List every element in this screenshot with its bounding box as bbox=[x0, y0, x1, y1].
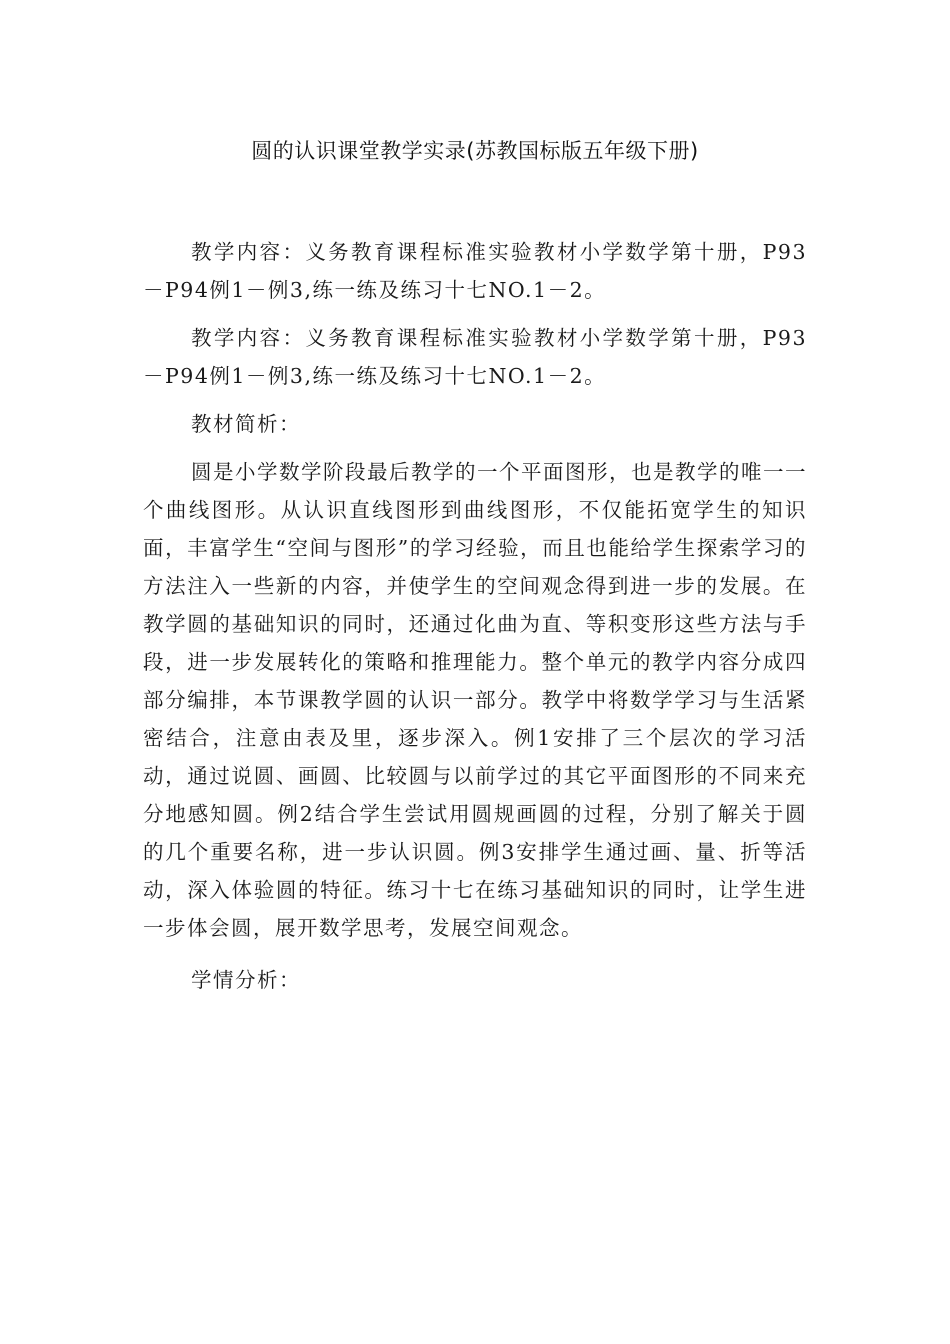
paragraph-textbook-analysis: 圆是小学数学阶段最后教学的一个平面图形，也是教学的唯一一个曲线图形。从认识直线图形到曲线图形，不仅能拓宽学生的知识面，丰富学生“空间与图形”的学习经验，而且也能给学生探索学习的方法注入一些新的内容，并使学生的空间观念得到进一步的发展。在教学圆的基础知识的同时，还通过化曲为直、等积变形这些方法与手段，进一步发展转化的策略和推理能力。整个单元的教学内容分成四部分编排，本节课教学圆的认识一部分。教学中将数学学习与生活紧密结合，注意由表及里，逐步深入。例1安排了三个层次的学习活动，通过说圆、画圆、比较圆与以前学过的其它平面图形的不同来充分地感知圆。例2结合学生尝试用圆规画圆的过程，分别了解关于圆的几个重要名称，进一步认识圆。例3安排学生通过画、量、折等活动，深入体验圆的特征。练习十七在练习基础知识的同时，让学生进一步体会圆，展开数学思考，发展空间观念。 bbox=[143, 460, 807, 940]
paragraph-textbook-analysis-heading: 教材简析： bbox=[191, 412, 301, 436]
document-body bbox=[143, 233, 807, 1009]
paragraph-teaching-content: 教学内容：义务教育课程标准实验教材小学数学第十册，P93－P94例1－例3,练一练及练习十七NO.1－2。 bbox=[143, 240, 807, 302]
paragraph-teaching-content-repeat: 教学内容：义务教育课程标准实验教材小学数学第十册，P93－P94例1－例3,练一练及练习十七NO.1－2。 bbox=[143, 326, 807, 388]
document-title: 圆的认识课堂教学实录(苏教国标版五年级下册) bbox=[251, 139, 699, 163]
paragraph-student-analysis-heading: 学情分析： bbox=[191, 968, 301, 992]
